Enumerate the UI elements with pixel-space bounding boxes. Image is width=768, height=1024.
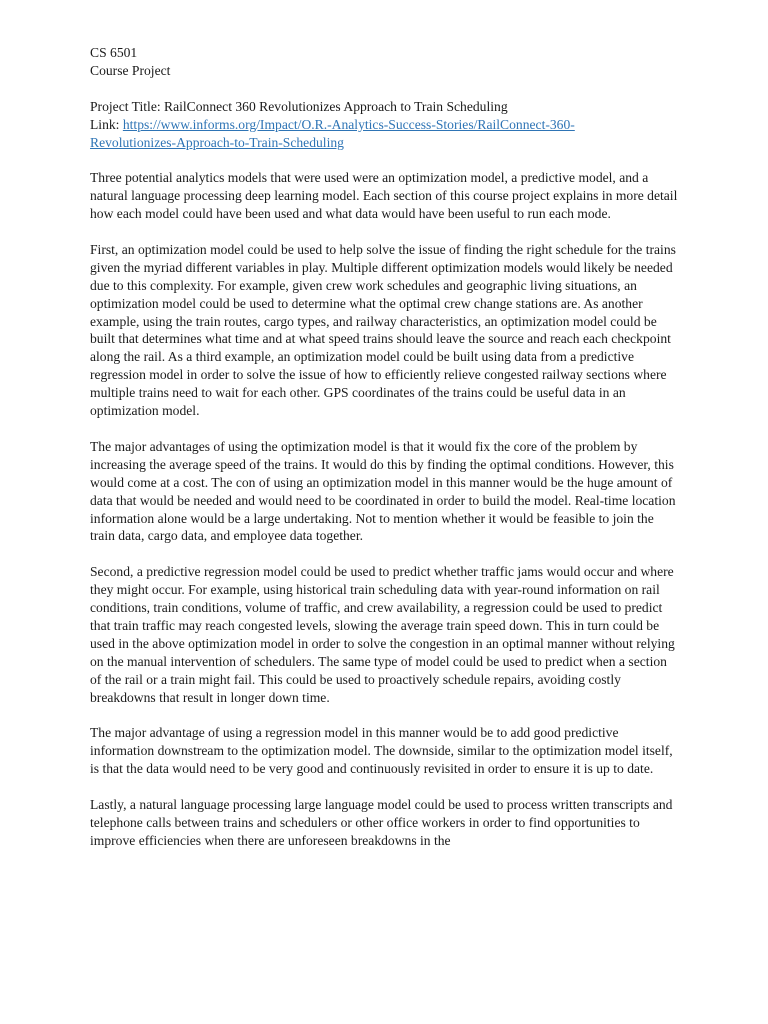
paragraph-optimization: First, an optimization model could be used to help solve the issue of finding the right schedule for the trains given the myriad different variables in play. Multiple different optimization models would likely be needed due to this complexity. For example, given crew work schedules and geographic living situations, an optimization model could be used to determine what the optimal crew change stations are. As another example, using the train routes, cargo types, and railway characteristics, an optimization model could be built that determines what time and at what speed trains should leave the source and reach each checkpoint along the rail. As a third example, an optimization model could be built using data from a predictive regression model in order to solve the issue of how to efficiently relieve congested railway sections where multiple trains need to wait for each other. GPS coordinates of the trains could be useful data in an optimization model. xyxy=(90,241,676,419)
paragraph-regression: Second, a predictive regression model could be used to predict whether traffic jams would occur and where they might occur. For example, using historical train scheduling data with year-round information on rail conditions, train conditions, volume of traffic, and crew availability, a regression could be used to predict that train traffic may reach congested levels, slowing the average train speed down. This in turn could be used in the above optimization model in order to solve the congestion in an optimal manner without relying on the manual intervention of schedulers. The same type of model could be used to predict when a section of the rail or a train might fail. This could be used to proactively schedule repairs, avoiding costly breakdowns that result in longer down time. xyxy=(90,564,675,705)
course-number: CS 6501 xyxy=(90,45,138,60)
paragraph-optimization-advantages: The major advantages of using the optimization model is that it would fix the core of the problem by increasing the average speed of the trains. It would do this by finding the optimal conditions. However, this would come at a cost. The con of using an optimization model in this manner would be the huge amount of data that would be needed and would need to be coordinated in order to build the model. Real-time location information alone would be a large undertaking. Not to mention whether it would be feasible to join the train data, cargo data, and employee data together. xyxy=(90,438,676,544)
project-title: RailConnect 360 Revolutionizes Approach to Train Scheduling xyxy=(164,98,508,114)
link-label: Link: xyxy=(90,116,123,132)
project-title-label: Project Title: xyxy=(90,98,165,114)
paragraph-nlp: Lastly, a natural language processing large language model could be used to process written transcripts and telephone calls between trains and schedulers or other office workers in order to find opportunities to improve efficiencies when there are unforeseen breakdowns in the xyxy=(90,796,673,848)
paragraph-regression-advantages: The major advantage of using a regression model in this manner would be to add good predictive information downstream to the optimization model. The downside, similar to the optimization model itself, is that the data would need to be very good and continuously revisited in order to ensure it is up to date. xyxy=(90,725,673,777)
document-body xyxy=(90,44,680,868)
paragraph-intro: Three potential analytics models that were used were an optimization model, a predictive model, and a natural language processing deep learning model. Each section of this course project explains in more detail how each model could have been used and what data would have been useful to run each mode. xyxy=(90,170,678,222)
project-link-line2[interactable]: Revolutionizes-Approach-to-Train-Scheduling xyxy=(90,134,344,150)
header-block xyxy=(90,44,680,80)
course-type: Course Project xyxy=(90,62,171,78)
project-link-line1[interactable]: https://www.informs.org/Impact/O.R.-Analytics-Success-Stories/RailConnect-360- xyxy=(122,116,575,132)
project-info xyxy=(90,98,680,152)
